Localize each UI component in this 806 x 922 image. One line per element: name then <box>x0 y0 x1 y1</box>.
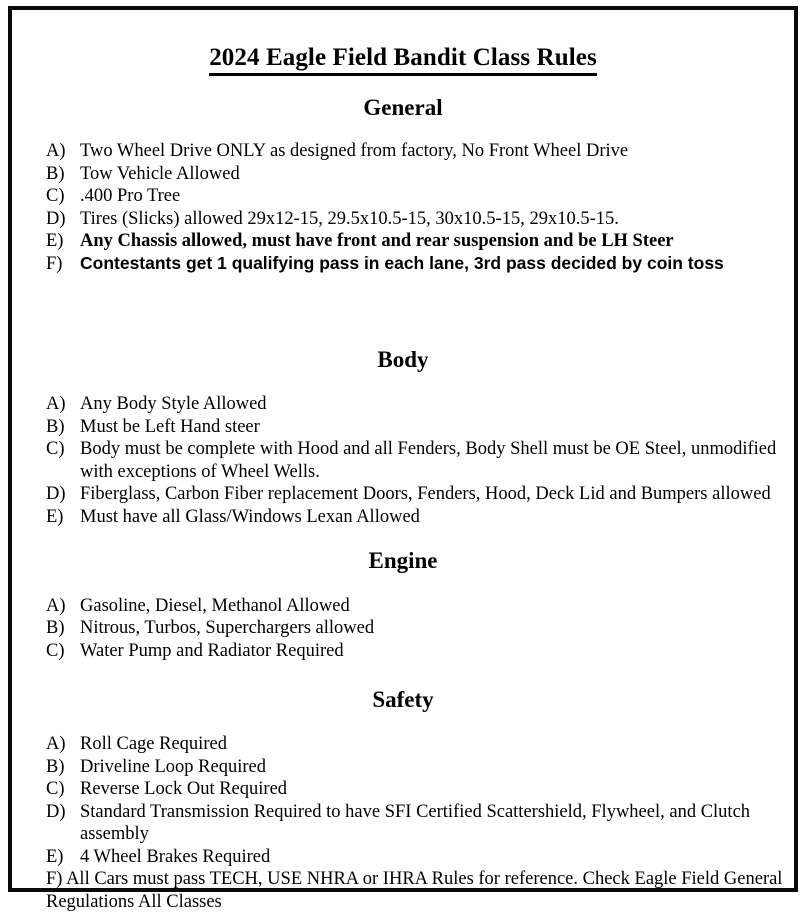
rule-item <box>46 617 794 640</box>
rule-item <box>46 756 794 779</box>
rule-text: Any Chassis allowed, must have front and rear suspension and be LH Steer <box>80 231 674 252</box>
rule-text: Driveline Loop Required <box>80 756 266 777</box>
rule-item <box>46 506 794 529</box>
page-title <box>12 44 794 76</box>
rule-text: All Cars must pass TECH, USE NHRA or IHRA Rules for reference. Check Eagle Field General Regulations All Classes <box>46 869 783 912</box>
rule-marker: C) <box>46 439 65 460</box>
rule-item <box>46 185 794 208</box>
rule-marker: B) <box>46 756 65 777</box>
rule-text: Fiberglass, Carbon Fiber replacement Doors, Fenders, Hood, Deck Lid and Bumpers allowed <box>80 484 771 505</box>
rule-marker: C) <box>46 640 65 661</box>
rule-item <box>46 733 794 756</box>
rule-item <box>46 483 794 506</box>
rule-item <box>46 801 794 846</box>
rule-text: .400 Pro Tree <box>80 186 181 207</box>
rule-item <box>46 416 794 439</box>
rule-marker: A) <box>46 141 66 162</box>
rule-item <box>46 140 794 163</box>
rules-list-general <box>12 140 794 275</box>
rule-marker: A) <box>46 595 66 616</box>
rule-text: Any Body Style Allowed <box>80 393 267 414</box>
rule-item <box>46 163 794 186</box>
section-heading-general: General <box>363 94 443 120</box>
rule-marker: B) <box>46 416 65 437</box>
rule-item <box>46 868 794 913</box>
rule-text: Standard Transmission Required to have SFI Certified Scattershield, Flywheel, and Clutch assembly <box>80 801 751 845</box>
rule-item <box>46 208 794 231</box>
rule-item <box>46 846 794 869</box>
rules-sections <box>12 95 794 914</box>
rule-text: Contestants get 1 qualifying pass in each lane, 3rd pass decided by coin toss <box>80 252 724 273</box>
rules-list-body <box>12 393 794 528</box>
rule-marker: B) <box>46 163 65 184</box>
rule-item <box>46 393 794 416</box>
rule-text: Gasoline, Diesel, Methanol Allowed <box>80 595 350 616</box>
rule-marker: F) <box>46 253 63 274</box>
rule-marker: D) <box>46 801 66 822</box>
rule-text: Water Pump and Radiator Required <box>80 640 344 661</box>
rule-item <box>46 778 794 801</box>
rule-text: Roll Cage Required <box>80 734 227 754</box>
rule-text: Must have all Glass/Windows Lexan Allowed <box>80 506 420 527</box>
rule-text: Reverse Lock Out Required <box>80 779 288 800</box>
section-heading-engine: Engine <box>368 548 438 574</box>
section-heading-body: Body <box>377 347 429 373</box>
rule-marker: D) <box>46 208 66 229</box>
rule-marker: E) <box>46 846 64 867</box>
rule-text: Body must be complete with Hood and all Fenders, Body Shell must be OE Steel, unmodified with exceptions of Wheel Wells. <box>80 439 777 482</box>
rule-text: Tow Vehicle Allowed <box>80 163 240 184</box>
rule-item <box>46 438 794 483</box>
section-heading-safety: Safety <box>372 687 434 713</box>
rule-item <box>46 595 794 618</box>
rule-item <box>46 640 794 663</box>
document-border-frame <box>8 6 798 912</box>
section-body <box>12 347 794 528</box>
section-engine <box>12 548 794 662</box>
rule-marker: A) <box>46 734 66 754</box>
rule-marker: F) <box>46 869 63 890</box>
section-safety <box>12 687 794 913</box>
rule-item <box>46 230 794 253</box>
rule-marker: D) <box>46 484 66 505</box>
rule-marker: B) <box>46 618 65 639</box>
rules-list-safety <box>12 733 794 914</box>
document-page <box>12 44 794 922</box>
rule-text: Must be Left Hand steer <box>80 416 260 437</box>
rule-text: Nitrous, Turbos, Superchargers allowed <box>80 618 375 639</box>
section-general <box>12 95 794 276</box>
rule-marker: C) <box>46 186 65 207</box>
rule-text: Tires (Slicks) allowed 29x12-15, 29.5x10.5-15, 30x10.5-15, 29x10.5-15. <box>80 208 619 229</box>
page-title-text: 2024 Eagle Field Bandit Class Rules <box>209 44 597 76</box>
rule-marker: C) <box>46 779 65 800</box>
rule-text: Two Wheel Drive ONLY as designed from factory, No Front Wheel Drive <box>80 141 629 162</box>
rule-marker: E) <box>46 506 64 527</box>
rule-text: 4 Wheel Brakes Required <box>80 846 271 867</box>
rule-marker: A) <box>46 393 66 414</box>
rule-item <box>46 253 794 276</box>
rule-marker: E) <box>46 231 64 252</box>
rules-list-engine <box>12 595 794 663</box>
